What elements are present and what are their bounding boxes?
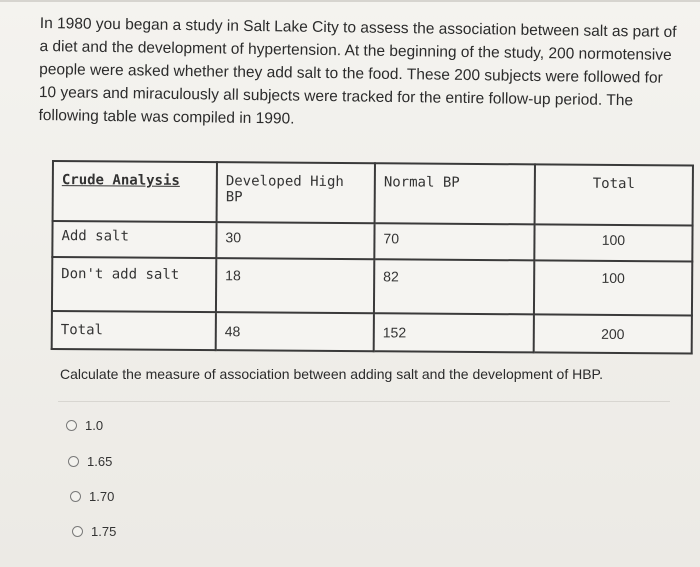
radio-button-icon[interactable] — [72, 526, 83, 537]
intro-paragraph: In 1980 you began a study in Salt Lake City to assess the association between salt as part of a diet and the development of hypertension. At the beginning of the study, 200 normotensive people were asked whether they add salt to the food. These 200 subjects were followed for 10 years and miraculously all subjects were tracked for the entire follow-up period. The following table was compiled in 1990. — [38, 14, 677, 128]
cell-value: 152 — [374, 313, 534, 352]
row-label: Total — [52, 311, 216, 350]
top-border — [0, 0, 700, 2]
option-label: 1.65 — [87, 454, 113, 469]
row-label: Don't add salt — [52, 257, 216, 312]
table-row-total — [52, 311, 692, 353]
option-label: 1.70 — [89, 489, 115, 504]
cell-value: 100 — [534, 224, 692, 261]
option-label: 1.75 — [91, 524, 117, 539]
cell-value: 48 — [216, 312, 374, 351]
option-1[interactable] — [66, 418, 103, 433]
cell-value: 70 — [374, 223, 534, 260]
radio-button-icon[interactable] — [68, 456, 79, 467]
table-row-dont-add-salt — [52, 257, 692, 315]
radio-button-icon[interactable] — [70, 491, 81, 502]
table-row-add-salt — [52, 221, 692, 261]
cell-value: 18 — [216, 258, 374, 313]
divider — [58, 401, 670, 402]
radio-button-icon[interactable] — [66, 420, 77, 431]
header-normal-bp: Normal BP — [375, 163, 535, 224]
cell-value: 30 — [216, 222, 374, 259]
option-label: 1.0 — [85, 418, 104, 433]
cell-value: 200 — [534, 314, 692, 353]
table-header-row — [53, 161, 693, 225]
option-4[interactable] — [72, 524, 116, 539]
header-crude-analysis: Crude Analysis — [53, 161, 217, 222]
crude-analysis-table-wrap — [51, 160, 694, 354]
crude-analysis-table — [51, 160, 694, 354]
cell-value: 82 — [374, 259, 534, 314]
option-2[interactable] — [68, 454, 112, 469]
row-label: Add salt — [52, 221, 216, 258]
option-3[interactable] — [70, 489, 114, 504]
header-developed-high-bp: Developed High BP — [217, 162, 375, 223]
header-total: Total — [535, 164, 693, 225]
cell-value: 100 — [534, 260, 692, 315]
question-text: Calculate the measure of association between adding salt and the development of HBP. — [60, 366, 603, 382]
